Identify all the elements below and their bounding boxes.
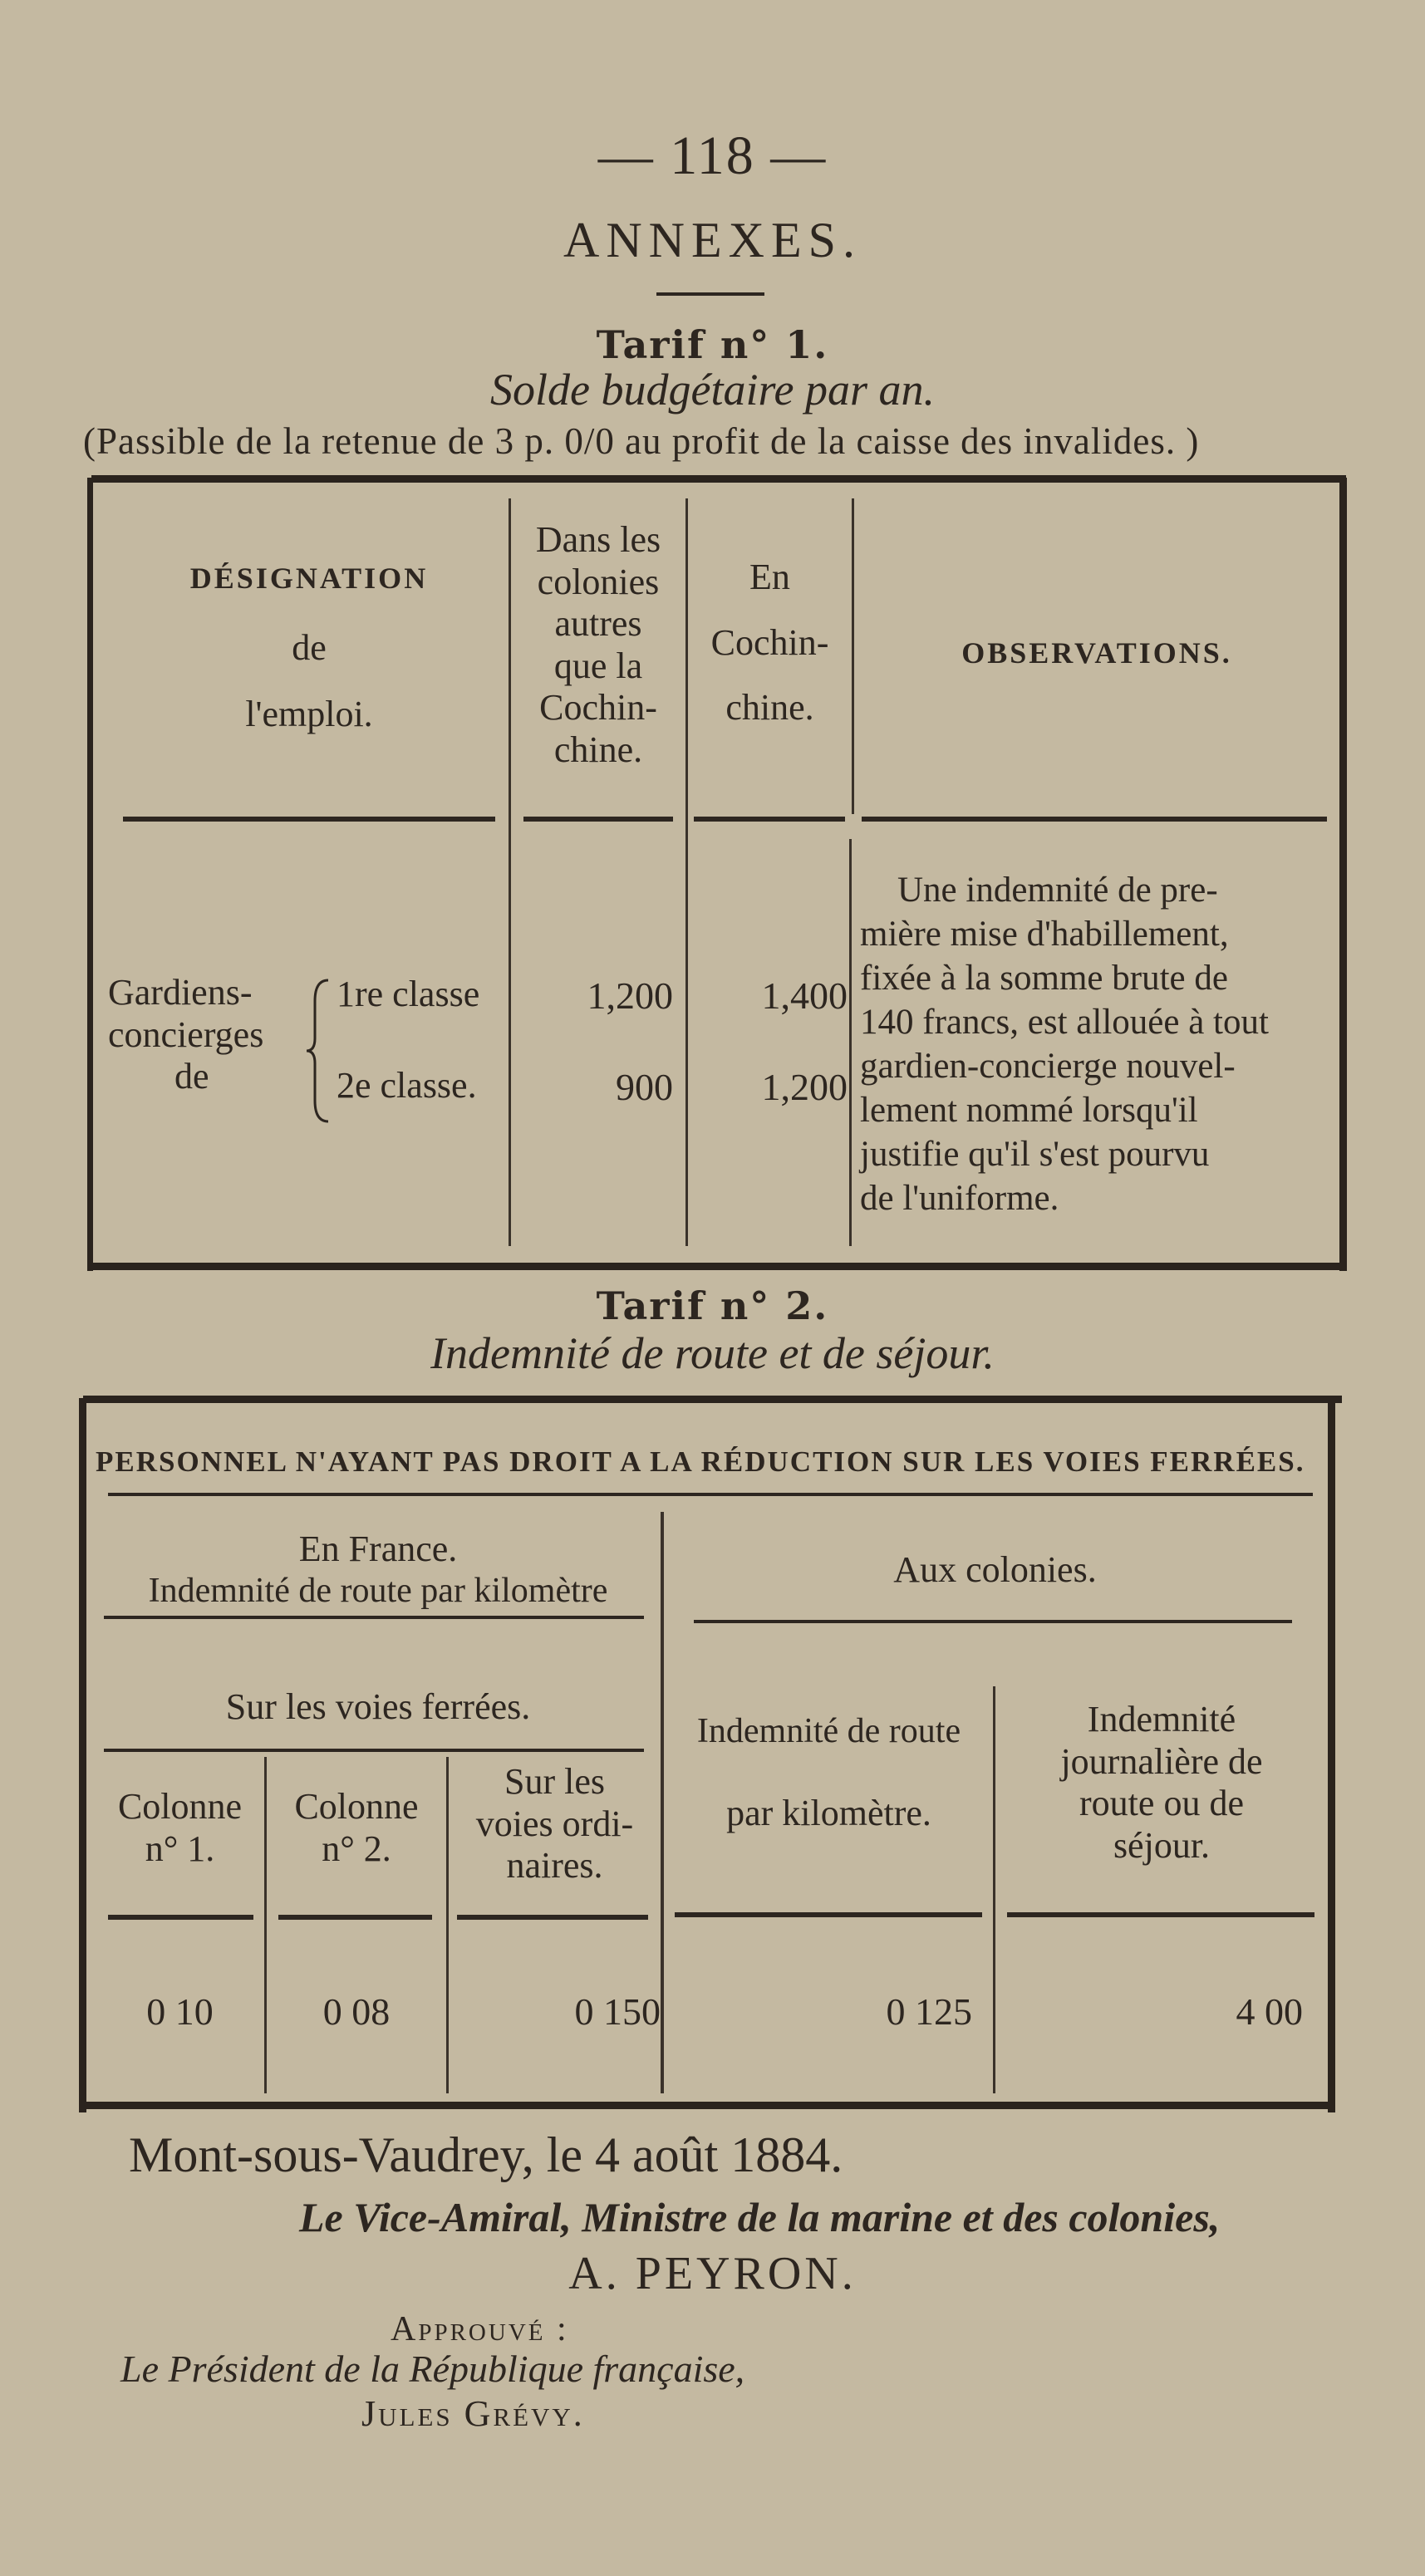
table-1-header-rule: [862, 817, 1327, 822]
table-1-header-rule: [694, 817, 845, 822]
header-col-2-line: Colonne: [294, 1786, 419, 1827]
header-colonies: Aux colonies.: [893, 1549, 1097, 1590]
header-colonies-line: colonies: [537, 561, 660, 602]
table-1-col-sep-3: [852, 498, 854, 814]
tarif-2-title: Tarif n° 2.: [596, 1283, 829, 1328]
banner-rule: [108, 1493, 1313, 1496]
observation-line: 140 francs, est allouée à tout: [860, 1003, 1269, 1042]
tarif-1-subtitle: Solde budgétaire par an.: [490, 365, 935, 415]
header-col-3: [449, 1761, 661, 1887]
brace-icon: [303, 976, 337, 1126]
table-2-bottom-border: [83, 2102, 1334, 2109]
approved-label: Approuvé :: [391, 2310, 569, 2348]
header-france-line: En France.: [298, 1528, 458, 1569]
header-colonies-line: Dans les: [535, 519, 661, 560]
table-1-header-rule: [523, 817, 673, 822]
row-label-line: de: [174, 1056, 209, 1097]
observation-line: justifie qu'il s'est pourvu: [860, 1135, 1210, 1174]
table-1-bottom-border: [91, 1263, 1346, 1270]
table-2-header-rule: [457, 1915, 648, 1920]
table-2-top-border: [83, 1396, 1342, 1403]
header-col-1-line: n° 1.: [145, 1828, 215, 1869]
header-col-3-line: voies ordi-: [475, 1803, 634, 1844]
table-2-france-colonies-sep: [661, 1512, 664, 2093]
header-designation: [123, 561, 495, 736]
president-name: Jules Grévy.: [361, 2393, 585, 2434]
value-col-3: 0 150: [574, 1990, 661, 2033]
value-col-1: 0 10: [146, 1990, 214, 2033]
header-cochinchine-line: Cochin-: [710, 621, 829, 663]
header-col-3-line: naires.: [506, 1845, 603, 1887]
header-cochinchine-line: chine.: [725, 687, 814, 729]
signatory-name: A. PEYRON.: [568, 2248, 857, 2299]
header-colonies: [511, 519, 685, 772]
table-1-header-rule: [123, 817, 495, 822]
header-col-5: [995, 1699, 1328, 1867]
header-col-5-line: Indemnité: [1087, 1699, 1236, 1739]
tarif-1-note: (Passible de la retenue de 3 p. 0/0 au profit de la caisse des invalides. ): [83, 420, 1200, 462]
header-col-4: [665, 1711, 993, 1835]
header-col-1-line: Colonne: [117, 1786, 243, 1827]
header-col-5-line: route ou de: [1079, 1783, 1244, 1824]
colonies-value-2: 900: [616, 1066, 673, 1108]
title-rule: [656, 292, 764, 296]
president-title: Le Président de la République française,: [120, 2348, 745, 2390]
row-label-line: Gardiens-: [108, 972, 253, 1013]
table-2-header-rule: [675, 1912, 982, 1917]
header-col-2: [267, 1786, 446, 1870]
cochinchine-value-2: 1,200: [761, 1066, 848, 1108]
header-designation-line: de: [292, 627, 327, 668]
table-2-header-rule: [1007, 1912, 1314, 1917]
header-france-line: Indemnité de route par kilomètre: [148, 1571, 608, 1610]
voies-ferrees-rule: [104, 1749, 644, 1752]
table-2-left-border: [79, 1398, 86, 2112]
observation-line: mière mise d'habillement,: [860, 915, 1229, 954]
table-1-left-border: [87, 478, 93, 1271]
tarif-1-title: Tarif n° 1.: [596, 322, 829, 367]
value-col-4: 0 125: [886, 1990, 972, 2033]
cochinchine-value-1: 1,400: [761, 974, 848, 1017]
table-1-top-border: [91, 475, 1346, 483]
header-designation-line: DÉSIGNATION: [189, 562, 429, 595]
colonies-value-1: 1,200: [587, 974, 673, 1017]
section-title: ANNEXES.: [563, 213, 862, 267]
table-2-header-rule: [278, 1915, 432, 1920]
header-col-4-line: par kilomètre.: [726, 1793, 931, 1834]
observation-line: lement nommé lorsqu'il: [860, 1091, 1198, 1130]
tarif-2-subtitle: Indemnité de route et de séjour.: [430, 1328, 995, 1378]
table-2-banner: PERSONNEL N'AYANT PAS DROIT A LA RÉDUCTION SUR LES VOIES FERRÉES.: [96, 1445, 1305, 1478]
row-label: [108, 972, 307, 1098]
observation-line: de l'uniforme.: [860, 1179, 1059, 1218]
header-colonies-line: autres: [554, 603, 642, 645]
colonies-header-rule: [694, 1620, 1292, 1623]
table-2-right-border: [1328, 1398, 1335, 2112]
page-number: — 118 —: [597, 125, 828, 186]
place-date: Mont-sous-Vaudrey, le 4 août 1884.: [129, 2127, 843, 2182]
header-colonies-line: chine.: [553, 729, 643, 770]
header-col-4-line: Indemnité de route: [696, 1712, 961, 1750]
header-colonies-line: que la: [553, 645, 643, 686]
observation-line: Une indemnité de pre-: [897, 871, 1218, 910]
observation-line: fixée à la somme brute de: [860, 959, 1228, 998]
table-2-header-rule: [108, 1915, 253, 1920]
value-col-2: 0 08: [322, 1990, 391, 2033]
observation-line: gardien-concierge nouvel-: [860, 1047, 1236, 1086]
header-col-5-line: séjour.: [1113, 1824, 1211, 1866]
france-header-rule: [104, 1616, 644, 1619]
table-1-col-sep-3b: [849, 839, 852, 1246]
header-cochinchine: [688, 557, 852, 729]
class-1-label: 1re classe: [337, 974, 480, 1014]
header-france: [96, 1528, 661, 1611]
header-observations: OBSERVATIONS.: [961, 636, 1232, 670]
header-colonies-line: Cochin-: [539, 687, 657, 729]
value-col-5: 4 00: [1236, 1990, 1303, 2033]
header-voies-ferrees: Sur les voies ferrées.: [225, 1686, 531, 1727]
header-col-1: [96, 1786, 264, 1870]
header-col-2-line: n° 2.: [322, 1828, 391, 1869]
table-1-right-border: [1339, 478, 1347, 1271]
header-designation-line: l'emploi.: [245, 694, 373, 734]
header-col-5-line: journalière de: [1060, 1740, 1263, 1782]
class-2-label: 2e classe.: [337, 1065, 477, 1106]
signatory-title: Le Vice-Amiral, Ministre de la marine et des colonies,: [299, 2194, 1221, 2240]
header-col-3-line: Sur les: [504, 1761, 605, 1802]
header-cochinchine-line: En: [749, 557, 790, 597]
row-label-line: concierges: [108, 1013, 264, 1055]
observations-text: [860, 868, 1334, 1220]
